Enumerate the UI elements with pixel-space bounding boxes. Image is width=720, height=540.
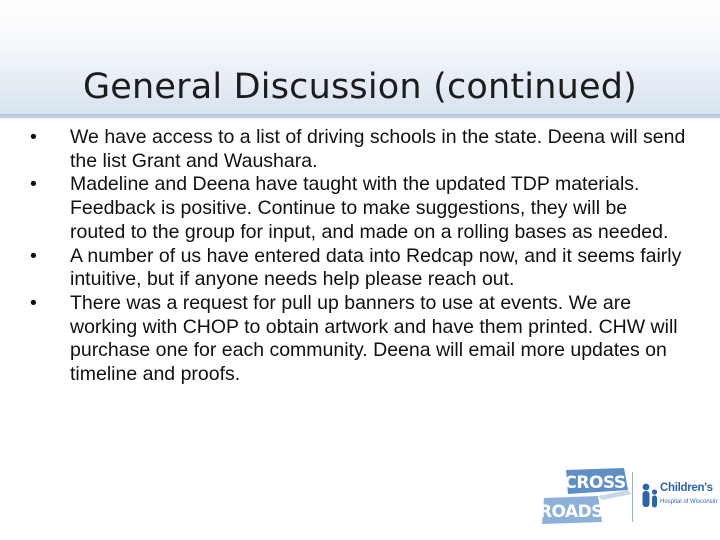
bullet-item (26, 245, 686, 292)
bullet-text: We have access to a list of driving schools in the state. Deena will send the list Grant and Waushara. (70, 126, 686, 172)
bullet-text: A number of us have entered data into Redcap now, and it seems fairly intuitive, but if anyone needs help please reach out. (70, 244, 682, 291)
title-band-shadow (0, 114, 720, 120)
crossroads-line1: CROSS (564, 473, 626, 493)
bullet-text: There was a request for pull up banners to use at events. We are working with CHOP to obtain artwork and have them printed. CHW will purchase one for each community. Deena will email more updates on timeline and proofs. (70, 291, 678, 386)
bullet-item (26, 173, 686, 244)
childrens-hospital-logo (640, 480, 716, 520)
bullet-marker: • (30, 173, 37, 196)
childrens-logo-subtitle: Hospital of Wisconsin (660, 499, 718, 505)
bullet-marker: • (30, 126, 37, 148)
bullet-item (26, 292, 686, 387)
bullet-item (26, 126, 686, 173)
bullet-marker: • (30, 244, 37, 267)
family-figures-icon (640, 482, 660, 512)
childrens-logo-name: Children's (660, 482, 713, 494)
crossroads-line2: ROADS (538, 502, 604, 522)
logo-divider (632, 472, 633, 522)
slide-title: General Discussion (continued) (82, 67, 638, 108)
bullet-marker: • (30, 291, 37, 314)
bullet-list (26, 126, 686, 387)
bullet-text: Madeline and Deena have taught with the updated TDP materials. Feedback is positive. Continue to make suggestions, they will be routed to the group for input, and made on a rolling bases as needed. (70, 173, 669, 243)
